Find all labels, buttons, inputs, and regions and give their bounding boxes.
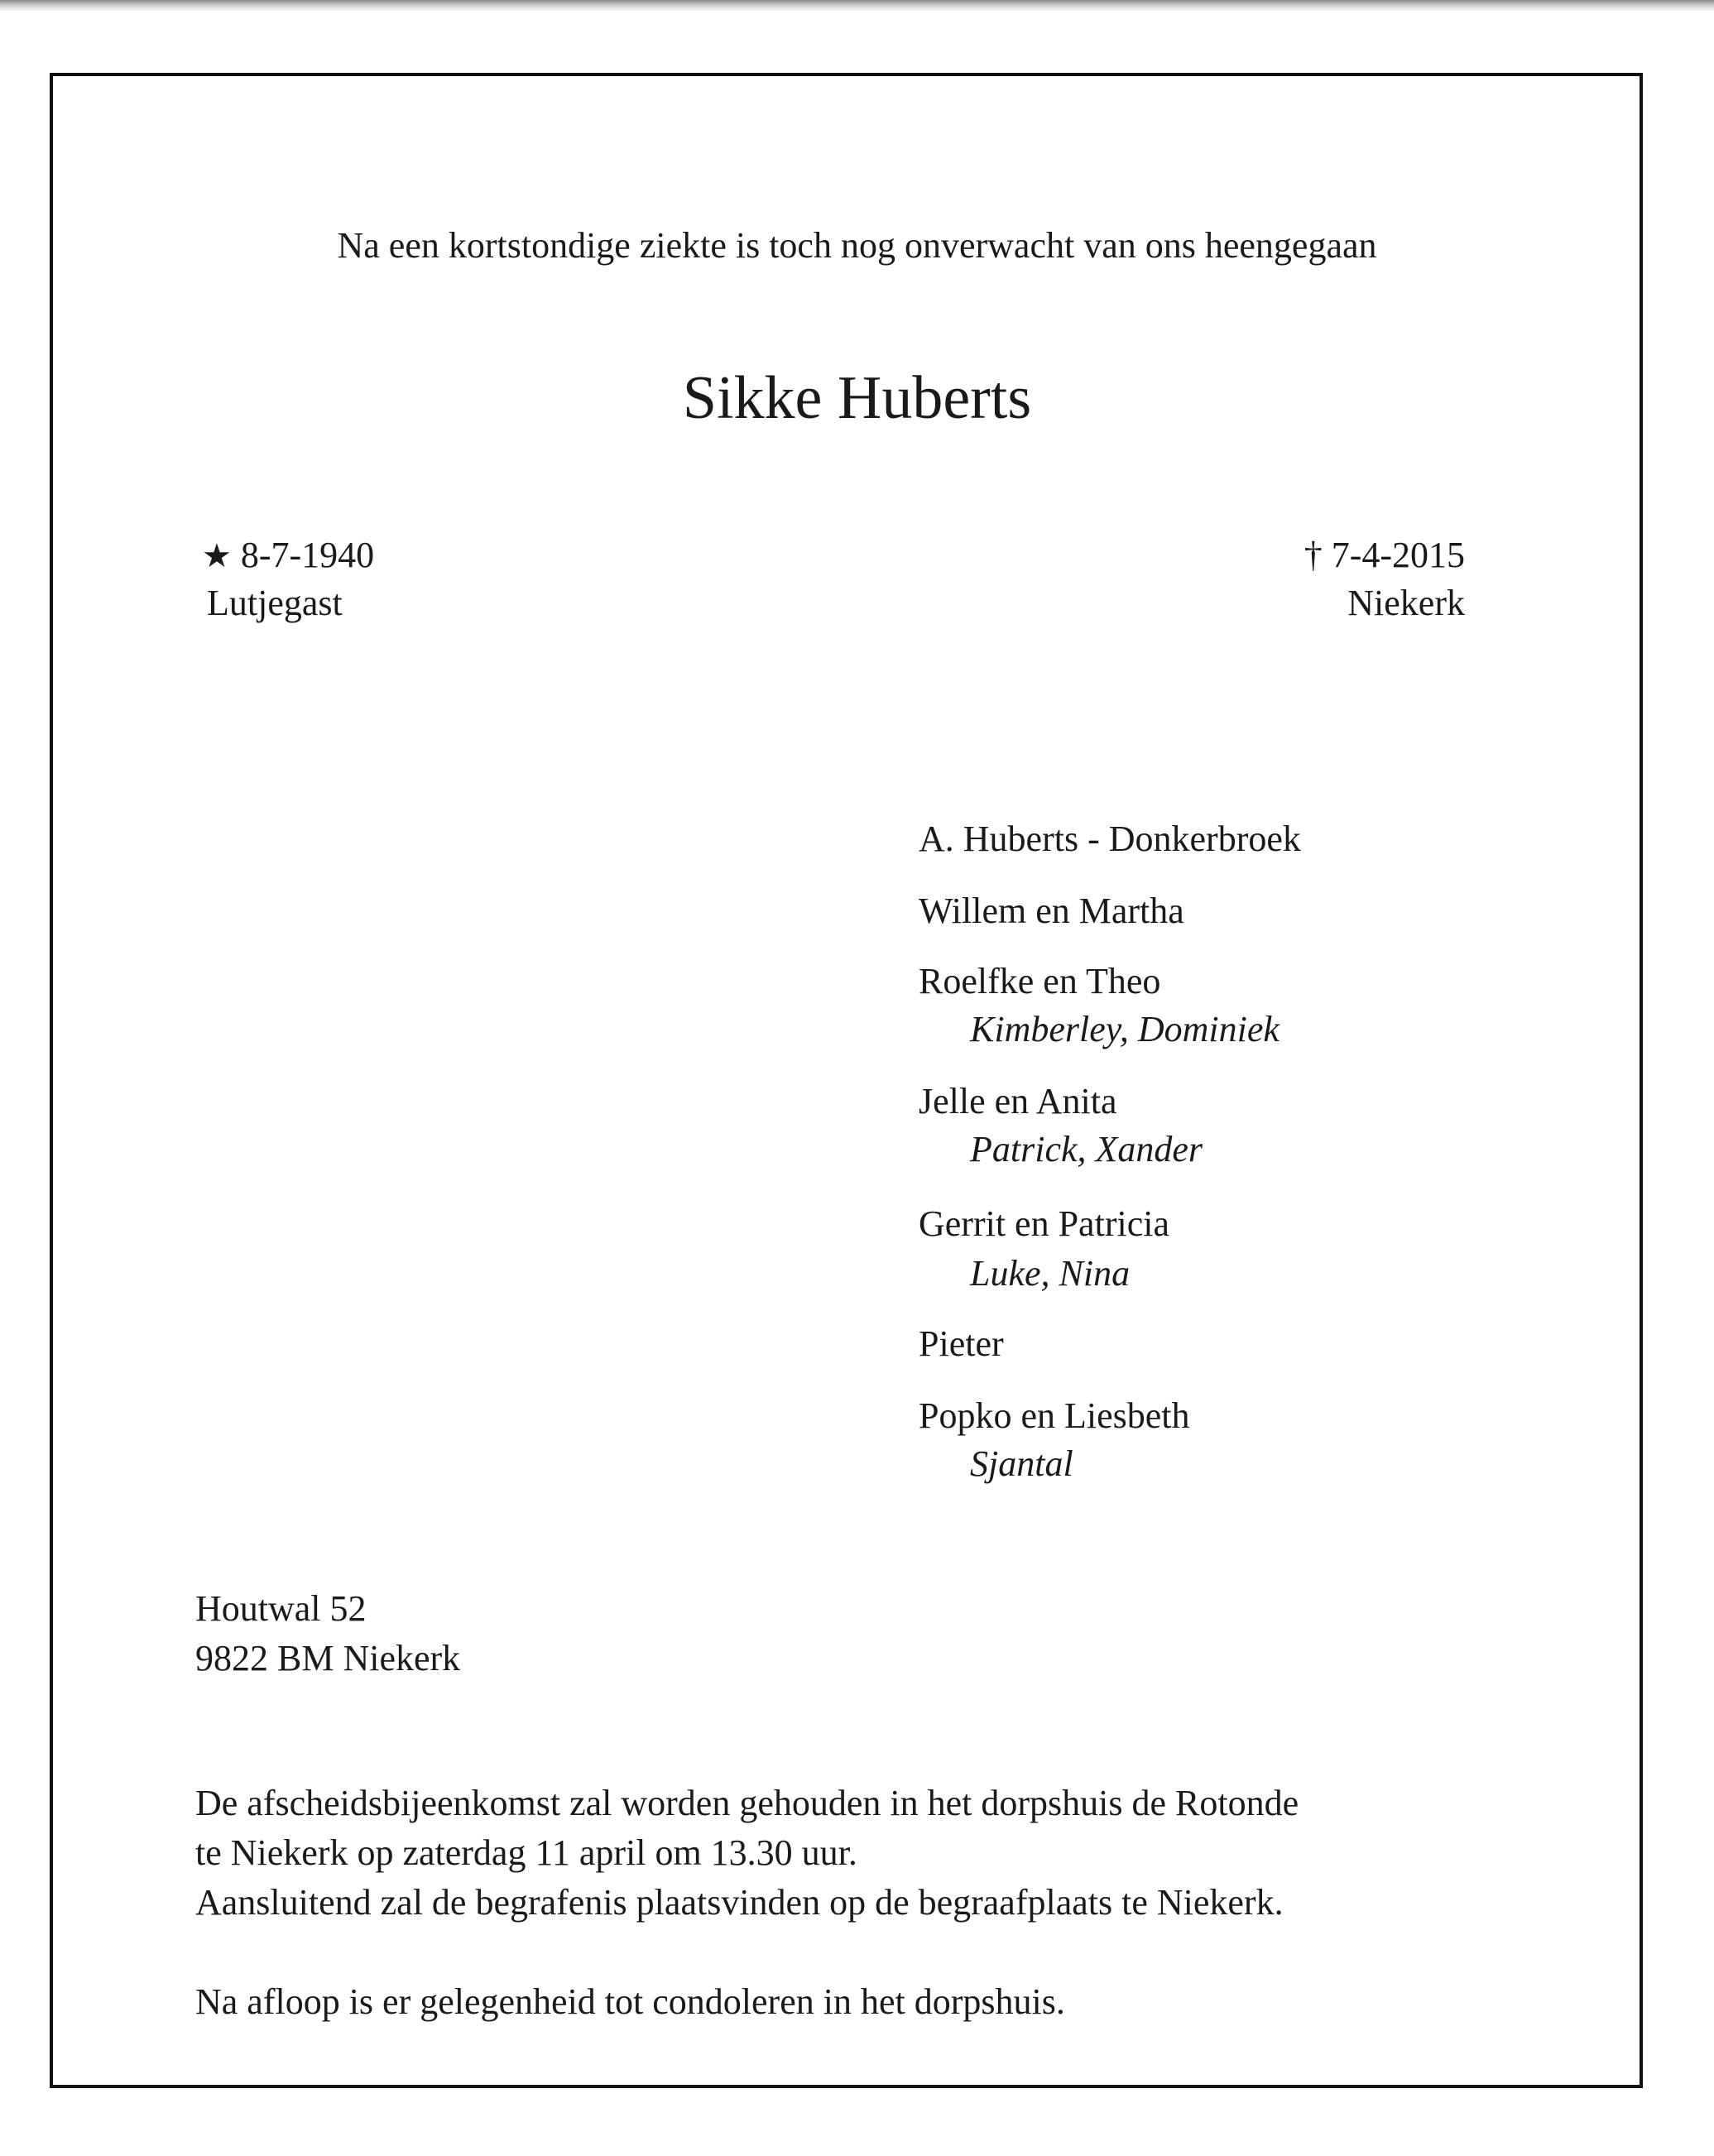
family-line-4: Jelle en Anita: [919, 1081, 1117, 1121]
deceased-name: Sikke Huberts: [682, 364, 1032, 432]
address-street: Houtwal 52: [195, 1588, 367, 1629]
grandchildren-line-5: Luke, Nina: [970, 1253, 1131, 1294]
birth-date: [202, 531, 374, 580]
death-date-value: 7-4-2015: [1331, 535, 1465, 575]
death-place: Niekerk: [1347, 583, 1465, 623]
birth-place: Lutjegast: [207, 583, 343, 623]
star-icon: ★: [202, 537, 232, 574]
family-line-1: A. Huberts - Donkerbroek: [919, 819, 1301, 859]
ceremony-line-3: Aansluitend zal de begrafenis plaatsvinden op de begraafplaats te Niekerk.: [195, 1882, 1284, 1923]
family-line-6: Pieter: [919, 1323, 1004, 1364]
cross-icon: †: [1304, 535, 1323, 575]
scan-top-edge: [0, 0, 1714, 12]
intro-text: Na een kortstondige ziekte is toch nog onverwacht van ons heengegaan: [337, 225, 1377, 266]
ceremony-line-2: te Niekerk op zaterdag 11 april om 13.30 uur.: [195, 1832, 857, 1873]
family-line-7: Popko en Liesbeth: [919, 1395, 1190, 1436]
grandchildren-line-7: Sjantal: [970, 1443, 1073, 1484]
grandchildren-line-4: Patrick, Xander: [970, 1129, 1203, 1169]
death-date: [1241, 531, 1465, 579]
grandchildren-line-3: Kimberley, Dominiek: [970, 1009, 1279, 1049]
family-line-5: Gerrit en Patricia: [919, 1203, 1169, 1244]
birth-date-value: 8-7-1940: [240, 535, 375, 575]
closing-text: Na afloop is er gelegenheid tot condoleren in het dorpshuis.: [195, 1981, 1065, 2022]
ceremony-line-1: De afscheidsbijeenkomst zal worden gehouden in het dorpshuis de Rotonde: [195, 1783, 1299, 1823]
address-city: 9822 BM Niekerk: [195, 1638, 461, 1678]
family-line-2: Willem en Martha: [919, 891, 1184, 931]
family-line-3: Roelfke en Theo: [919, 961, 1161, 1001]
